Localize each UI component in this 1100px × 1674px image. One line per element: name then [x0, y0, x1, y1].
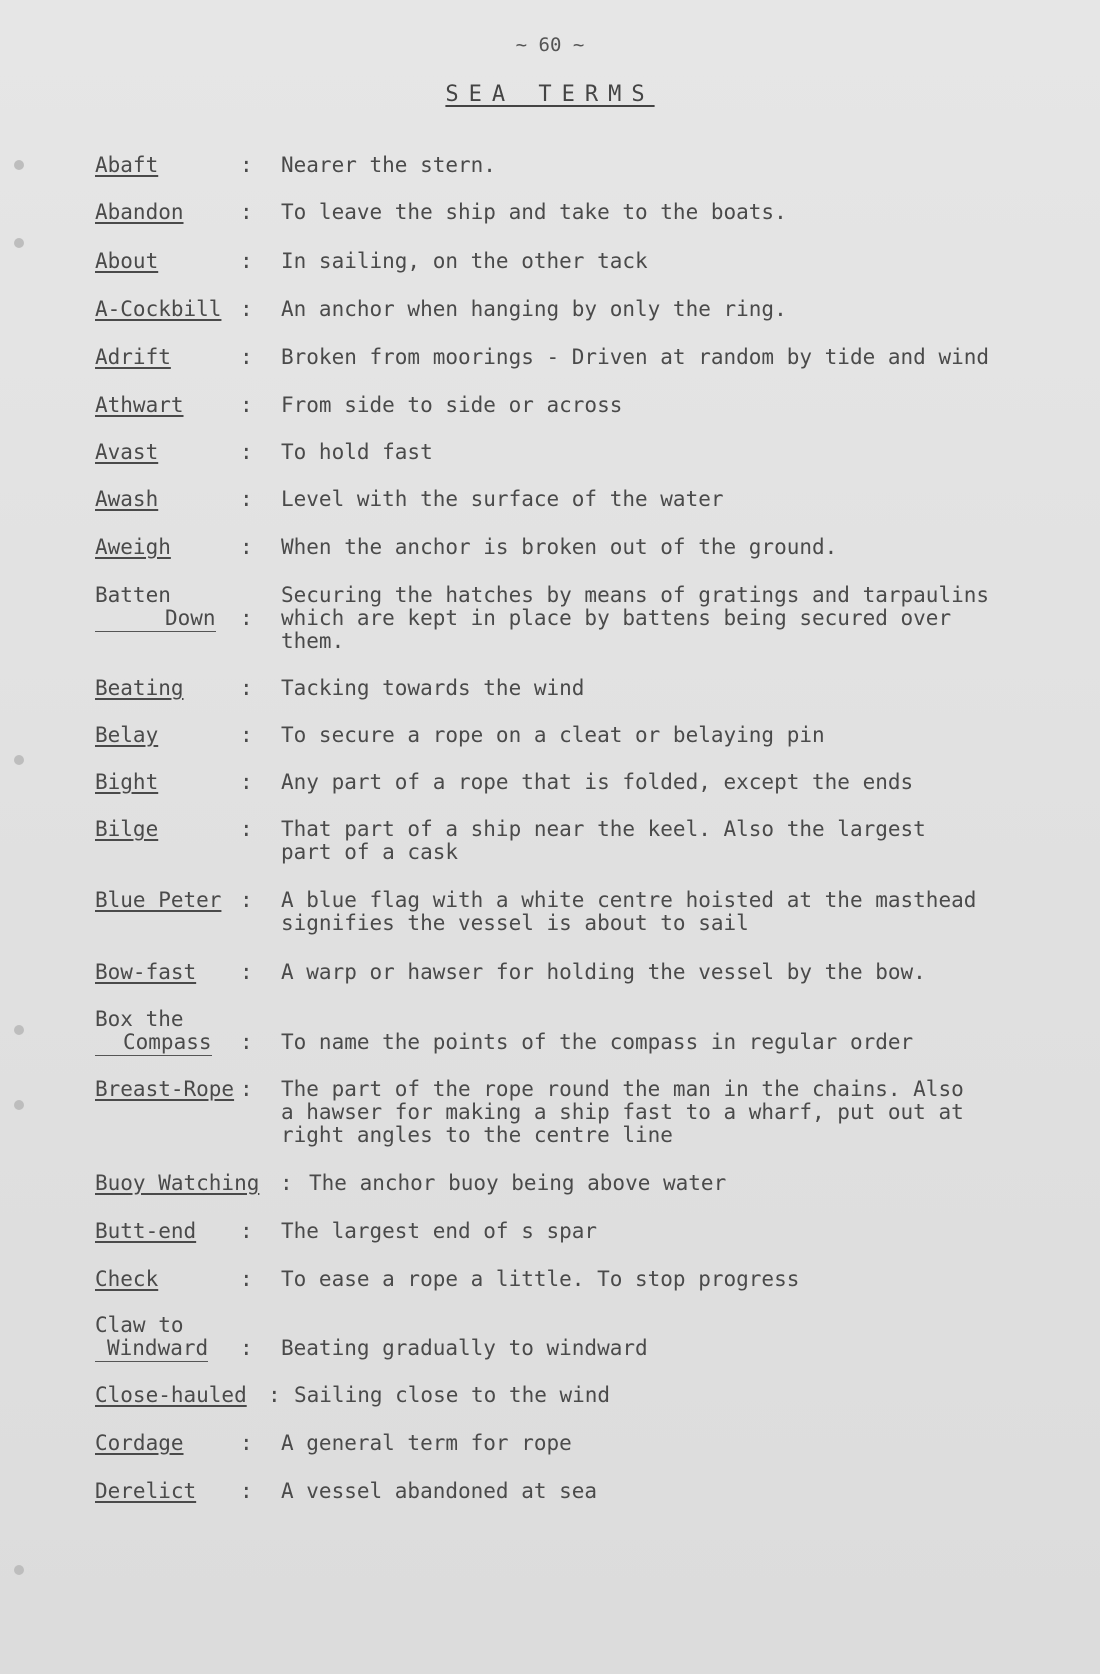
punch-hole-mark [14, 1565, 24, 1575]
definition: Any part of a rope that is folded, except the ends [281, 770, 914, 794]
term-line-2: Compass [95, 1031, 212, 1056]
term: Abaft [95, 153, 159, 177]
punch-hole-mark [14, 1100, 24, 1110]
definition: That part of a ship near the keel. Also the largest part of a cask [281, 817, 926, 864]
term: About [95, 249, 159, 273]
definition: A vessel abandoned at sea [281, 1479, 598, 1503]
term: Belay [95, 723, 159, 747]
term: Check [95, 1267, 159, 1291]
term-line-2: Windward [95, 1337, 208, 1362]
definition: An anchor when hanging by only the ring. [281, 297, 787, 321]
term: Butt-end [95, 1219, 197, 1243]
definition: Beating gradually to windward [281, 1336, 648, 1360]
term: Bilge [95, 817, 159, 841]
definition: Nearer the stern. [281, 153, 496, 177]
punch-hole-mark [14, 160, 24, 170]
definition: A blue flag with a white centre hoisted at the masthead signifies the vessel is about to sail [281, 888, 977, 935]
definition: When the anchor is broken out of the ground. [281, 535, 838, 559]
definition: To hold fast [281, 440, 433, 464]
definition: The part of the rope round the man in the chains. Also a hawser for making a ship fast to a wharf, put out at right angles to the centre line [281, 1077, 964, 1147]
definition: To ease a rope a little. To stop progress [281, 1267, 800, 1291]
definition: Level with the surface of the water [281, 487, 724, 511]
term-line-1: Claw to [95, 1313, 184, 1337]
definition: From side to side or across [281, 393, 623, 417]
definition: A warp or hawser for holding the vessel by the bow. [281, 960, 926, 984]
term-line-2: Down [95, 607, 216, 632]
definition: Securing the hatches by means of gratings and tarpaulins which are kept in place by battens being secured over them. [281, 583, 990, 653]
definition: Sailing close to the wind [294, 1383, 611, 1407]
term: Breast-Rope [95, 1077, 235, 1101]
document-page: ~ 60 ~ SEA TERMS Abaft : Nearer the stern. Abandon : To leave the ship and take to the boats. About : In sailing, on the other tack A-Cockbill : An anchor when hanging by only the ring. Adrift : Broken from moorings - Driven at random by tide and wind Athwart : From side to side or across Avast : To hold fast Awash : Level with the surface of the water Aweigh : When the anchor is broken out of the ground. Batten Down : Securing the hatches by means of gratings and tarpaulins which are kept in place by battens being secured over them. Beating : Tacking towards the wind Belay : To secure a rope on a cleat or belaying pin Bight : Any part of a rope that is folded, except the ends Bilge : That part of a ship near the keel. Also the largest part of a cask Blue Peter : A blue flag with a white centre hoisted at the masthead signifies the vessel is about to sail Bow-fast : A warp or hawser for holding the vessel by the bow. Box the Compass : To name the points of the compass in regular order Breast-Rope : The part of the rope round the man in the chains. Also a hawser for making a ship fast to a wharf, put out at right angles to the centre line Buoy Watching : The anchor buoy being above water Butt-end : The largest end of s spar Check : To ease a rope a little. To stop progress Claw to Windward : Beating gradually to windward Close-hauled : Sailing close to the wind Cordage : A general term for rope Derelict : A vessel abandoned at sea [0, 0, 1100, 1674]
punch-hole-mark [14, 1025, 24, 1035]
definition: To leave the ship and take to the boats. [281, 200, 787, 224]
term-line-1: Batten [95, 583, 171, 607]
term: Avast [95, 440, 159, 464]
term: Derelict [95, 1479, 197, 1503]
term-line-1: Box the [95, 1007, 184, 1031]
page-number: ~ 60 ~ [515, 34, 585, 56]
term: Blue Peter [95, 888, 222, 912]
definition: The anchor buoy being above water [309, 1171, 727, 1195]
term: Cordage [95, 1431, 184, 1455]
term: Awash [95, 487, 159, 511]
definition: Tacking towards the wind [281, 676, 585, 700]
term: Bow-fast [95, 960, 197, 984]
definition: In sailing, on the other tack [281, 249, 648, 273]
definition: The largest end of s spar [281, 1219, 598, 1243]
term: Bight [95, 770, 159, 794]
term: Buoy Watching [95, 1171, 260, 1195]
term: Close-hauled [95, 1383, 247, 1407]
term: Adrift [95, 345, 171, 369]
punch-hole-mark [14, 755, 24, 765]
punch-hole-mark [14, 238, 24, 248]
term: Aweigh [95, 535, 171, 559]
definition: To secure a rope on a cleat or belaying pin [281, 723, 825, 747]
term: Beating [95, 676, 184, 700]
definition: Broken from moorings - Driven at random by tide and wind [281, 345, 990, 369]
term: Athwart [95, 393, 184, 417]
definition: A general term for rope [281, 1431, 572, 1455]
page-title-text: SEA TERMS [445, 82, 655, 107]
page-title [0, 82, 1100, 107]
term: Abandon [95, 200, 184, 224]
term: A-Cockbill [95, 297, 222, 321]
definition: To name the points of the compass in regular order [281, 1030, 914, 1054]
